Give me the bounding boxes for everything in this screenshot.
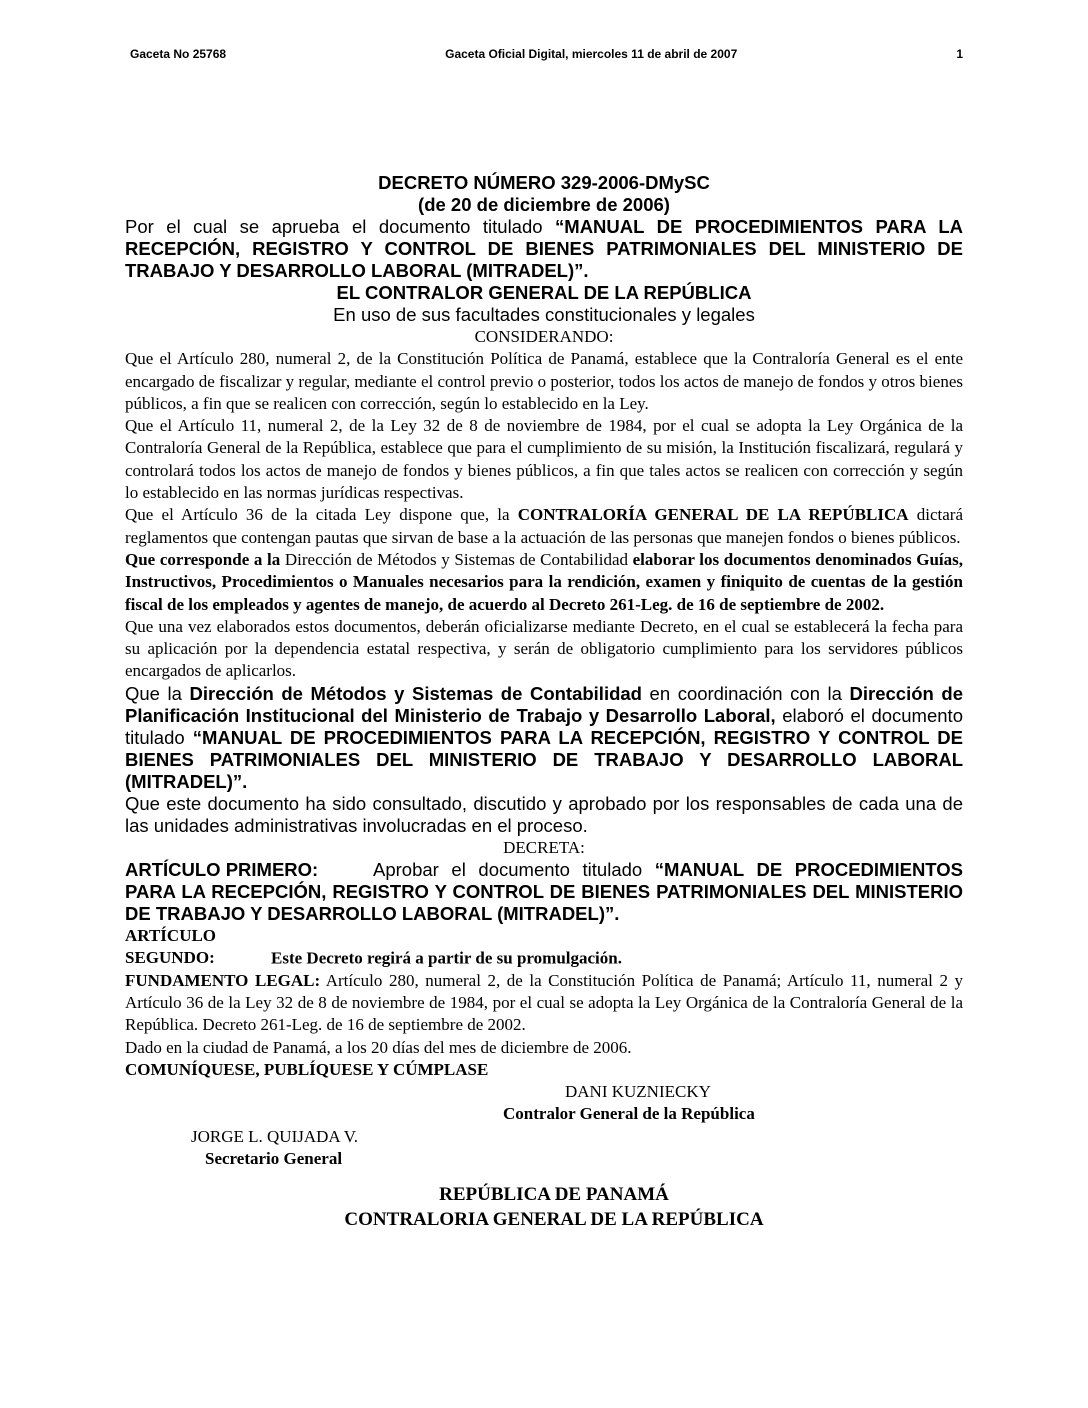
gazette-number: Gaceta No 25768 [130, 47, 227, 61]
consideration-7: Que este documento ha sido consultado, discutido y aprobado por los responsables de cada una de las unidades administrativas involucradas en el proceso. [125, 792, 963, 836]
footer-institution: CONTRALORIA GENERAL DE LA REPÚBLICA [344, 1209, 764, 1231]
decreta-heading: DECRETA: [503, 837, 585, 857]
given-line: Dado en la ciudad de Panamá, a los 20 días del mes de diciembre de 2006. [125, 1037, 632, 1057]
powers-line: En uso de sus facultades constitucionales y legales [333, 304, 755, 325]
page-header [130, 47, 963, 61]
decree-date: (de 20 de diciembre de 2006) [418, 194, 670, 215]
signatory-2-name: JORGE L. QUIJADA V. [191, 1126, 359, 1146]
footer-country: REPÚBLICA DE PANAMÁ [439, 1184, 669, 1206]
signatory-1-title: Contralor General de la República [503, 1104, 755, 1124]
article-second: ARTÍCULO SEGUNDO: Este Decreto regirá a partir de su promulgación. [125, 925, 963, 970]
consideration-1: Que el Artículo 280, numeral 2, de la Constitución Política de Panamá, establece que la Contraloría General es el ente encargado de fiscalizar y regular, mediante el control previo o posterior, todos los actos de manejo de fondos y otros bienes públicos, a fin que se realicen con corrección, según lo establecido en la Ley. [125, 349, 963, 413]
article-first: ARTÍCULO PRIMERO: Aprobar el documento titulado “MANUAL DE PROCEDIMIENTOS PARA LA RECEPCIÓN, REGISTRO Y CONTROL DE BIENES PATRIMONIALES DEL MINISTERIO DE TRABAJO Y DESARROLLO LABORAL (MITRADEL)”. [125, 859, 963, 925]
gazette-date: Gaceta Oficial Digital, miercoles 11 de abril de 2007 [445, 47, 738, 61]
authority-heading: EL CONTRALOR GENERAL DE LA REPÚBLICA [336, 282, 752, 303]
consideration-3: Que el Artículo 36 de la citada Ley dispone que, la CONTRALORÍA GENERAL DE LA REPÚBLICA dictará reglamentos que contengan pautas que sirvan de base a la actuación de las personas que manejen fondos o bienes públicos. [125, 505, 964, 547]
decree-title: DECRETO NÚMERO 329-2006-DMySC [378, 172, 710, 193]
consideration-5: Que una vez elaborados estos documentos, deberán oficializarse mediante Decreto, en el cual se establecerá la fecha para su aplicación por la dependencia estatal respectiva, y serán de obligatorio cumplimiento para los servidores públicos encargados de aplicarlos. [125, 616, 963, 681]
legal-basis: FUNDAMENTO LEGAL: Artículo 280, numeral 2, de la Constitución Política de Panamá; Artículo 11, numeral 2 y Artículo 36 de la Ley 32 de 8 de noviembre de 1984, por el cual se adopta la Ley Orgánica de la Contraloría General de la República. Decreto 261-Leg. de 16 de septiembre de 2002. [125, 970, 963, 1035]
considerando-heading: CONSIDERANDO: [474, 327, 614, 346]
consideration-6: Que la Dirección de Métodos y Sistemas de Contabilidad en coordinación con la Dirección de Planificación Institucional del Ministerio de Trabajo y Desarrollo Laboral, elaboró el documento titulado “MANUAL DE PROCEDIMIENTOS PARA LA RECEPCIÓN, REGISTRO Y CONTROL DE BIENES PATRIMONIALES DEL MINISTERIO DE TRABAJO Y DESARROLLO LABORAL (MITRADEL)”. [125, 682, 963, 792]
publish-line: COMUNÍQUESE, PUBLÍQUESE Y CÚMPLASE [125, 1059, 489, 1079]
signatory-1-name: DANI KUZNIECKY [565, 1082, 711, 1102]
article-second-label: ARTÍCULO SEGUNDO: [125, 926, 217, 968]
consideration-4: Que corresponde a la Dirección de Métodos y Sistemas de Contabilidad elaborar los documentos denominados Guías, Instructivos, Procedimientos o Manuales necesarios para la rendición, examen y finiquito de cuentas de la gestión fiscal de los empleados y agentes de manejo, de acuerdo al Decreto 261-Leg. de 16 de septiembre de 2002. [125, 549, 963, 614]
article-first-label: ARTÍCULO PRIMERO: [125, 859, 319, 881]
signatory-2-title: Secretario General [205, 1149, 343, 1169]
decree-intro: Por el cual se aprueba el documento titulado “MANUAL DE PROCEDIMIENTOS PARA LA RECEPCIÓN, REGISTRO Y CONTROL DE BIENES PATRIMONIALES DEL MINISTERIO DE TRABAJO Y DESARROLLO LABORAL (MITRADEL)”. [125, 216, 963, 281]
consideration-2: Que el Artículo 11, numeral 2, de la Ley 32 de 8 de noviembre de 1984, por el cual se adopta la Ley Orgánica de la Contraloría General de la República, establece que para el cumplimiento de su misión, la Institución fiscalizará, regulará y controlará todos los actos de manejo de fondos y bienes públicos, a fin que tales actos se realicen con corrección y según lo establecido en las normas jurídicas respectivas. [125, 416, 963, 503]
document-body [125, 172, 963, 1232]
page-number: 1 [956, 47, 963, 61]
